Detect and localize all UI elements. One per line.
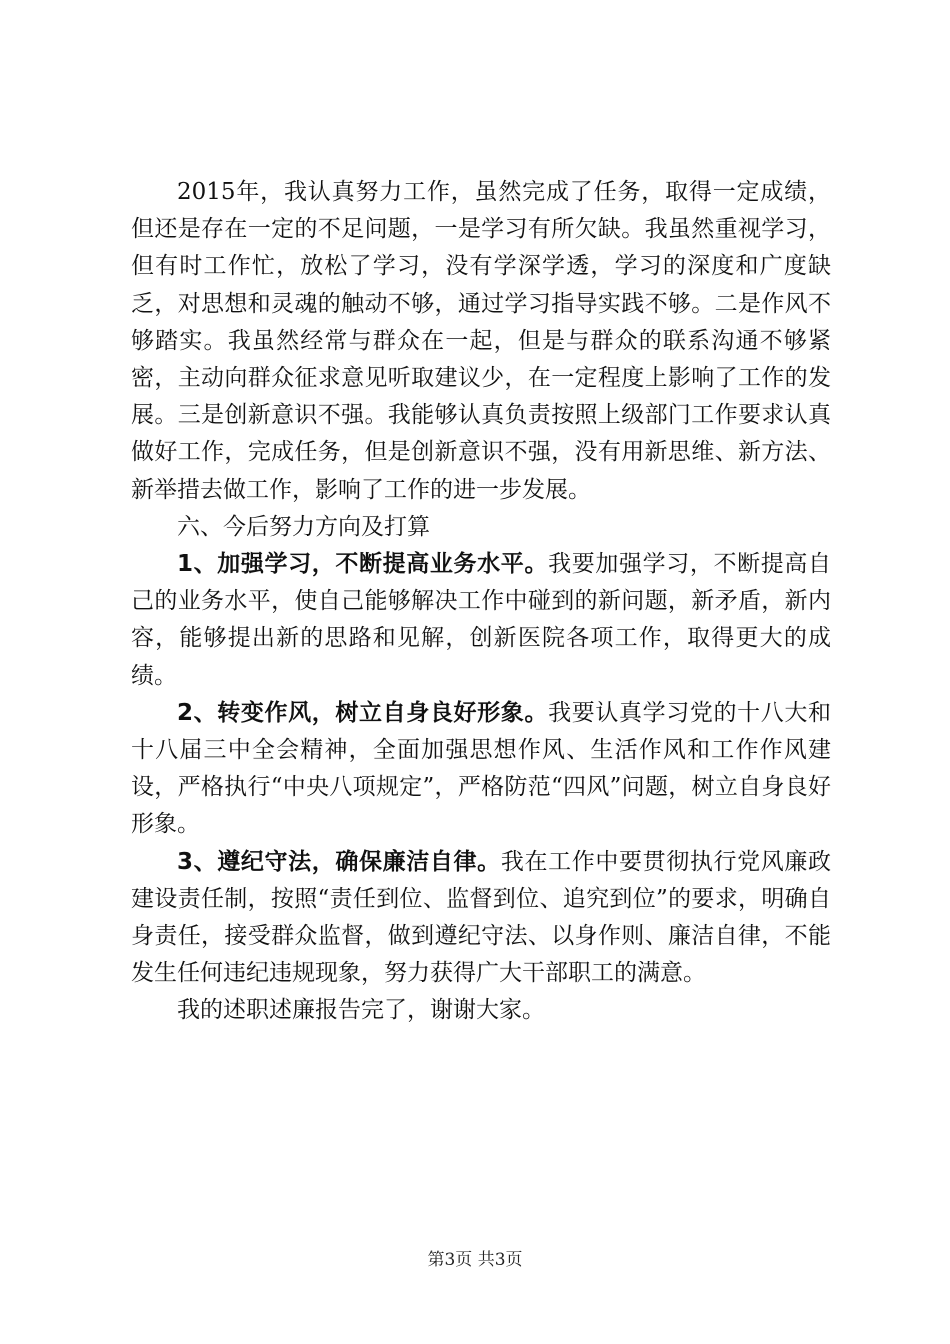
paragraph-text: 我在工作中要贯彻执行党风廉政建设责任制，按照“责任到位、监督到位、追究到位”的要求，明确自身责任，接受群众监督，做到遵纪守法、以身作则、廉洁自律，不能发生任何违纪违规现象，努力获得广大干部职工的满意。 xyxy=(131,848,831,987)
paragraph-discipline xyxy=(131,844,831,993)
heading-text: 六、今后努力方向及打算 xyxy=(177,513,430,540)
page-footer: 第3页 共3页 xyxy=(427,1250,523,1270)
section-heading xyxy=(131,509,831,546)
paragraph-text: 我要认真学习党的十八大和十八届三中全会精神，全面加强思想作风、生活作风和工作作风建设，严格执行“中央八项规定”，严格防范“四风”问题，树立自身良好形象。 xyxy=(131,699,831,838)
paragraph-text: 我要加强学习，不断提高自己的业务水平，使自己能够解决工作中碰到的新问题，新矛盾，新内容，能够提出新的思路和见解，创新医院各项工作，取得更大的成绩。 xyxy=(131,551,831,689)
paragraph-lead: 3、遵纪守法，确保廉洁自律。 xyxy=(177,848,501,875)
paragraph-lead: 2、转变作风，树立自身良好形象。 xyxy=(177,699,549,726)
paragraph-text: 2015年，我认真努力工作，虽然完成了任务，取得一定成绩，但还是存在一定的不足问题，一是学习有所欠缺。我虽然重视学习，但有时工作忙，放松了学习，没有学深学透，学习的深度和广度缺乏，对思想和灵魂的触动不够，通过学习指导实践不够。二是作风不够踏实。我虽然经常与群众在一起，但是与群众的联系沟通不够紧密，主动向群众征求意见听取建议少，在一定程度上影响了工作的发展。三是创新意识不强。我能够认真负责按照上级部门工作要求认真做好工作，完成任务，但是创新意识不强，没有用新思维、新方法、新举措去做工作，影响了工作的进一步发展。 xyxy=(131,179,831,503)
paragraph-closing xyxy=(131,992,831,1029)
paragraph-self-assessment xyxy=(131,174,831,509)
paragraph-text: 我的述职述廉报告完了，谢谢大家。 xyxy=(177,997,545,1024)
paragraph-study xyxy=(131,546,831,695)
paragraph-lead: 1、加强学习，不断提高业务水平。 xyxy=(177,551,549,578)
document-body xyxy=(131,174,831,1030)
paragraph-style xyxy=(131,695,831,844)
